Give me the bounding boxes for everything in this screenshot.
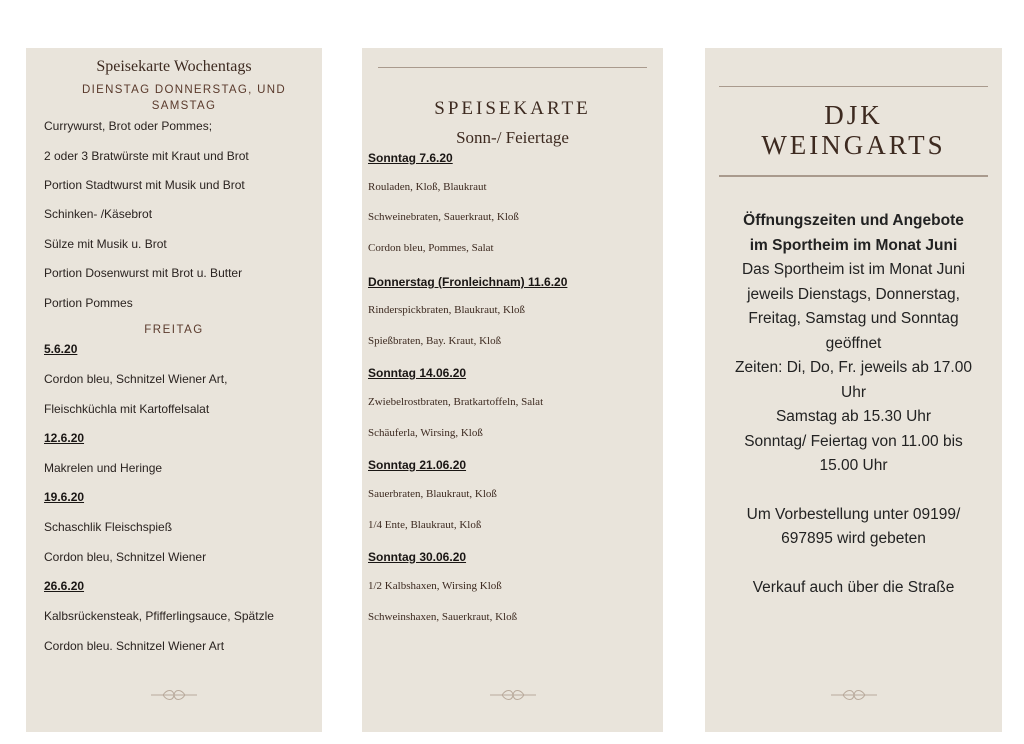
flourish-ornament (488, 688, 538, 702)
info-line: Freitag, Samstag und Sonntag (748, 310, 959, 327)
menu-item: Schweinebraten, Sauerkraut, Kloß (368, 211, 519, 223)
holiday-menu-subtitle: Sonn-/ Feiertage (456, 128, 569, 147)
menu-item: 2 oder 3 Bratwürste mit Kraut und Brot (44, 149, 249, 163)
menu-item: Sülze mit Musik u. Brot (44, 237, 167, 251)
order-line: Um Vorbestellung unter 09199/ (746, 505, 961, 523)
holiday-date: Sonntag 14.06.20 (368, 366, 467, 380)
menu-item: Schaschlik Fleischspieß (44, 520, 173, 534)
opening-hours-block (711, 209, 996, 600)
holiday-date: Donnerstag (Fronleichnam) 11.6.20 (368, 275, 568, 289)
menu-item: 1/4 Ente, Blaukraut, Kloß (368, 519, 482, 531)
holiday-date: Sonntag 7.6.20 (368, 151, 453, 165)
menu-item: Rinderspickbraten, Blaukraut, Kloß (368, 304, 526, 316)
menu-item: Schinken- /Käsebrot (44, 207, 153, 221)
menu-item: Portion Stadtwurst mit Musik und Brot (44, 178, 245, 192)
menu-item: Schäuferla, Wirsing, Kloß (368, 427, 483, 439)
menu-item: Spießbraten, Bay. Kraut, Kloß (368, 335, 502, 347)
holiday-menu-panel (362, 48, 663, 732)
weekday-menu-panel (26, 48, 322, 732)
menu-item: Zwiebelrostbraten, Bratkartoffeln, Salat (368, 396, 544, 408)
menu-item: Cordon bleu, Schnitzel Wiener Art, (44, 372, 228, 386)
friday-date: 12.6.20 (44, 431, 85, 445)
menu-item: Makrelen und Heringe (44, 461, 163, 475)
friday-date: 19.6.20 (44, 490, 85, 504)
info-line: geöffnet (825, 334, 882, 352)
menu-item: Cordon bleu, Schnitzel Wiener (44, 550, 207, 564)
info-line: Zeiten: Di, Do, Fr. jeweils ab 17.00 (735, 359, 972, 376)
street-sale-line: Verkauf auch über die Straße (752, 578, 955, 596)
club-title-line: DJK (824, 100, 883, 130)
info-line: Sonntag/ Feiertag von 11.00 bis (744, 432, 963, 450)
info-heading-line: Öffnungszeiten und Angebote (743, 212, 964, 229)
title-divider (719, 175, 988, 177)
menu-item: Portion Dosenwurst mit Brot u. Butter (44, 266, 243, 280)
info-line: Uhr (841, 383, 866, 401)
friday-date: 5.6.20 (44, 342, 78, 356)
friday-date: 26.6.20 (44, 579, 85, 593)
holiday-date: Sonntag 30.06.20 (368, 550, 467, 564)
info-line: 15.00 Uhr (819, 457, 888, 474)
menu-item: Rouladen, Kloß, Blaukraut (368, 181, 487, 193)
holiday-menu-title: SPEISEKARTE (434, 98, 591, 119)
flourish-ornament (149, 688, 199, 702)
weekday-days-heading (56, 82, 312, 114)
order-line: 697895 wird gebeten (781, 530, 926, 547)
info-heading (711, 234, 996, 259)
days-heading-line: DIENSTAG DONNERSTAG, UND (82, 84, 286, 96)
menu-item: Kalbsrückensteak, Pfifferlingsauce, Spätzle (44, 609, 274, 623)
menu-item: Sauerbraten, Blaukraut, Kloß (368, 488, 497, 500)
top-divider (719, 86, 988, 87)
menu-item: Cordon bleu. Schnitzel Wiener Art (44, 639, 225, 653)
friday-heading: FREITAG (144, 324, 204, 336)
weekday-menu-title: Speisekarte Wochentags (96, 58, 252, 75)
info-heading (711, 209, 996, 234)
menu-item: Portion Pommes (44, 296, 133, 310)
menu-item: 1/2 Kalbshaxen, Wirsing Kloß (368, 580, 502, 592)
info-heading-line: im Sportheim im Monat Juni (749, 236, 958, 254)
club-title-line: WEINGARTS (761, 130, 946, 160)
info-line: jeweils Dienstags, Donnerstag, (747, 285, 960, 303)
top-divider (378, 67, 647, 68)
menu-item: Cordon bleu, Pommes, Salat (368, 242, 494, 254)
info-line: Samstag ab 15.30 Uhr (775, 408, 932, 425)
club-title (705, 100, 1002, 160)
days-heading-line: SAMSTAG (151, 100, 217, 112)
flourish-ornament (829, 688, 879, 702)
menu-item: Currywurst, Brot oder Pommes; (44, 119, 213, 133)
club-info-panel (705, 48, 1002, 732)
menu-item: Fleischküchla mit Kartoffelsalat (44, 402, 210, 416)
holiday-date: Sonntag 21.06.20 (368, 458, 467, 472)
info-line: Das Sportheim ist im Monat Juni (741, 261, 966, 278)
menu-item: Schweinshaxen, Sauerkraut, Kloß (368, 611, 518, 623)
